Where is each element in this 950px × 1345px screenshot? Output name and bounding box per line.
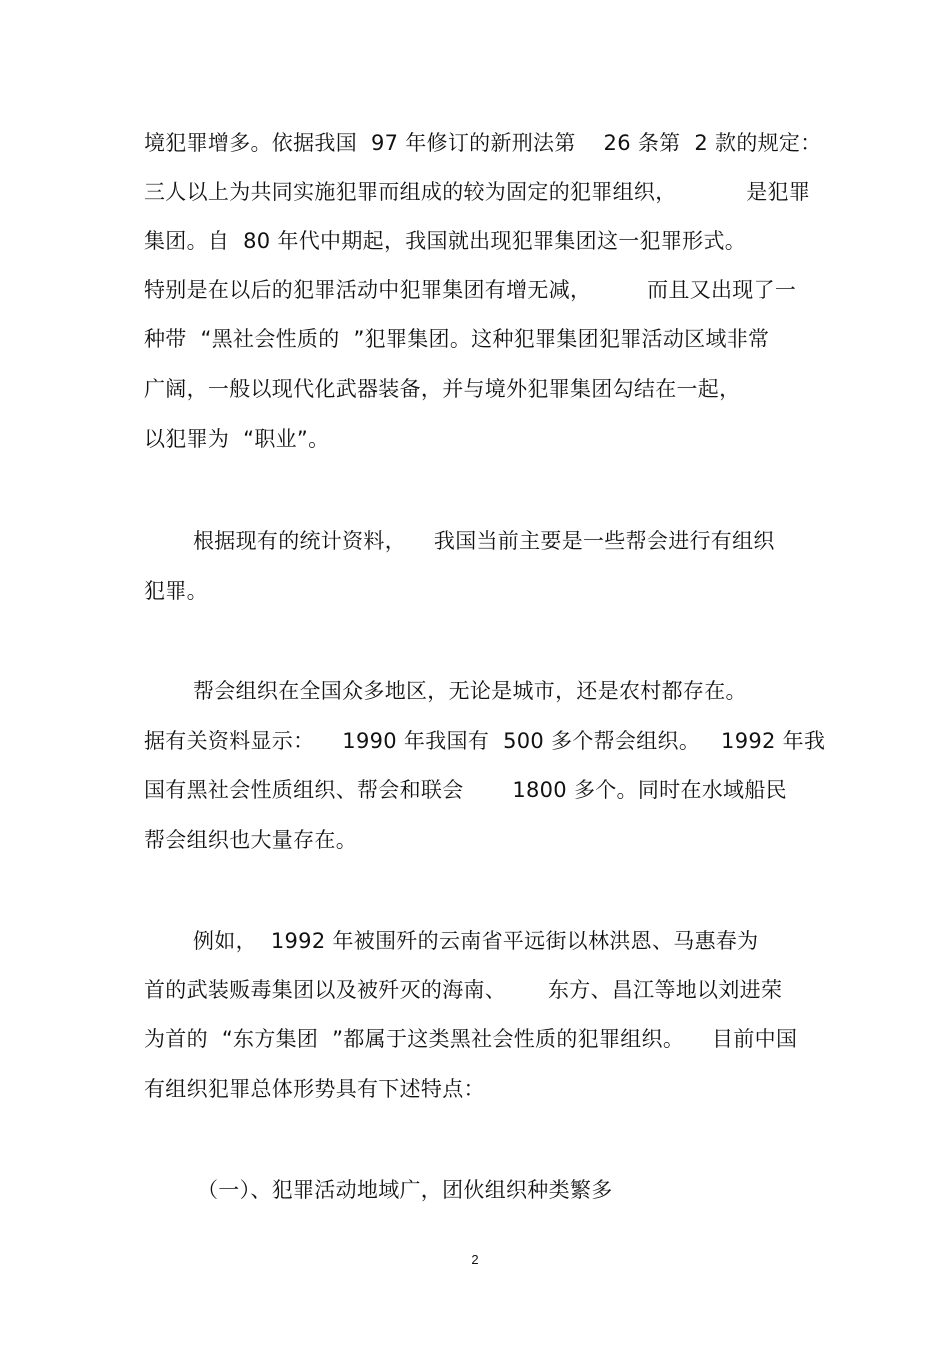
paragraph-4-line-3: 为首的 “东方集团 ”都属于这类黑社会性质的犯罪组织。 目前中国 [144, 1027, 798, 1051]
paragraph-1-line-5: 种带 “黑社会性质的 ”犯罪集团。这种犯罪集团犯罪活动区域非常 [144, 327, 770, 351]
paragraph-1-line-1: 境犯罪增多。依据我国 97 年修订的新刑法第 26 条第 2 款的规定： [144, 131, 822, 155]
paragraph-1-line-3: 集团。自 80 年代中期起，我国就出现犯罪集团这一犯罪形式。 [144, 229, 747, 253]
page-number: 2 [471, 1252, 479, 1267]
paragraph-3-line-3: 国有黑社会性质组织、帮会和联会 1800 多个。同时在水域船民 [144, 778, 787, 802]
paragraph-4-line-1: 例如， 1992 年被围歼的云南省平远街以林洪恩、马惠春为 [193, 929, 759, 953]
paragraph-3-line-4: 帮会组织也大量存在。 [144, 828, 357, 852]
paragraph-2-line-1: 根据现有的统计资料， 我国当前主要是一些帮会进行有组织 [193, 529, 775, 553]
paragraph-4-line-4: 有组织犯罪总体形势具有下述特点： [144, 1077, 485, 1101]
paragraph-3-line-2: 据有关资料显示： 1990 年我国有 500 多个帮会组织。 1992 年我 [144, 729, 826, 753]
paragraph-1-line-2: 三人以上为共同实施犯罪而组成的较为固定的犯罪组织， 是犯罪 [144, 180, 811, 204]
section-heading: （一）、犯罪活动地域广，团伙组织种类繁多 [197, 1178, 613, 1202]
paragraph-3-line-1: 帮会组织在全国众多地区，无论是城市，还是农村都存在。 [193, 679, 747, 703]
paragraph-1-line-7: 以犯罪为 “职业”。 [144, 427, 330, 451]
paragraph-1-line-4: 特别是在以后的犯罪活动中犯罪集团有增无减， 而且又出现了一 [144, 278, 797, 302]
paragraph-2-line-2: 犯罪。 [144, 579, 208, 603]
paragraph-1-line-6: 广阔，一般以现代化武器装备，并与境外犯罪集团勾结在一起， [144, 377, 741, 401]
paragraph-4-line-2: 首的武装贩毒集团以及被歼灭的海南、 东方、昌江等地以刘进荣 [144, 978, 783, 1002]
